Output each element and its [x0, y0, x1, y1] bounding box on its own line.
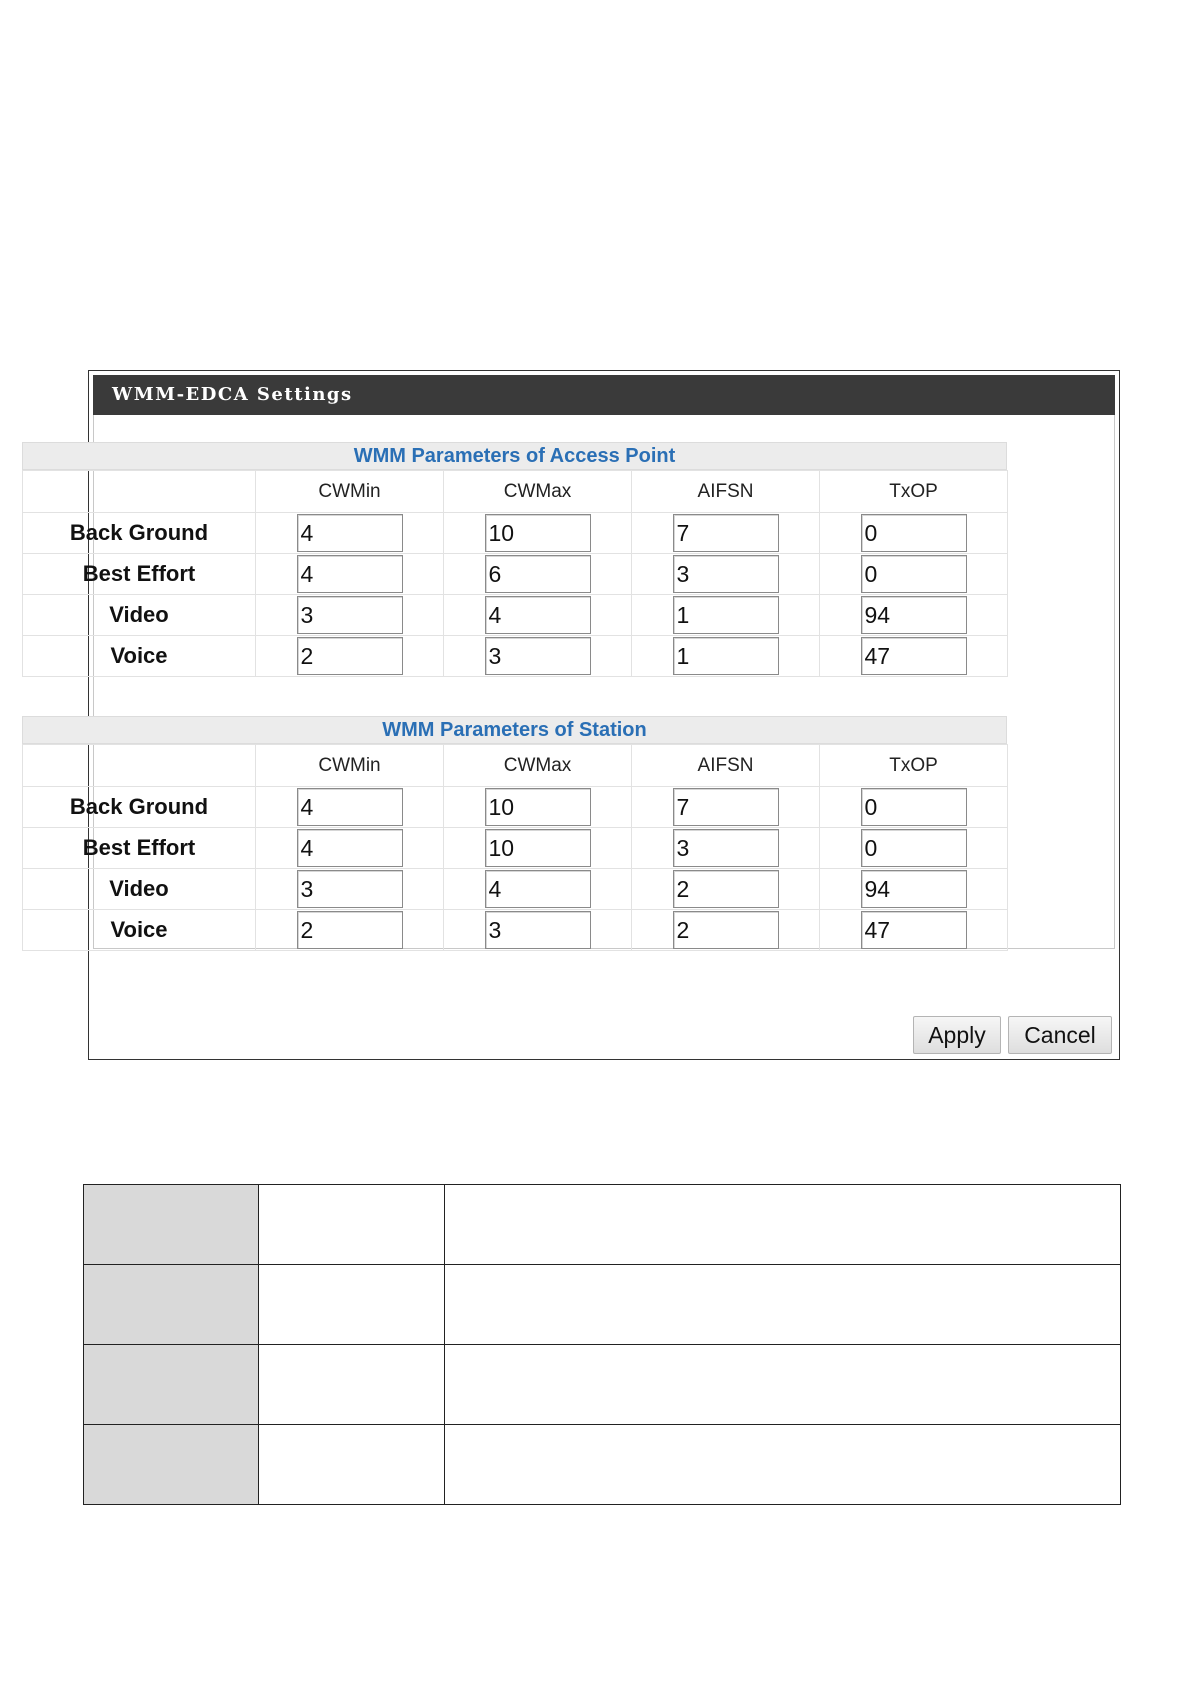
table-header-row: [23, 745, 1008, 787]
ap-back-ground-aifsn-input[interactable]: 7: [673, 514, 779, 552]
sta-voice-cwmin-input[interactable]: 2: [297, 911, 403, 949]
desc-text-cell: [445, 1265, 1121, 1345]
sta-best-effort-txop-input[interactable]: 0: [861, 829, 967, 867]
row-label-back-ground: Back Ground: [23, 513, 256, 554]
desc-label-cell: [84, 1425, 259, 1505]
desc-middle-cell: [259, 1185, 445, 1265]
sta-voice-txop-input[interactable]: 47: [861, 911, 967, 949]
ap-best-effort-cwmin-input[interactable]: 4: [297, 555, 403, 593]
sta-voice-aifsn-input[interactable]: 2: [673, 911, 779, 949]
row-label-best-effort: Best Effort: [23, 828, 256, 869]
access-point-params-table: [22, 470, 1008, 677]
column-header-txop: TxOP: [820, 745, 1008, 787]
ap-best-effort-txop-input[interactable]: 0: [861, 555, 967, 593]
ap-voice-cwmin-input[interactable]: 2: [297, 637, 403, 675]
ap-voice-aifsn-input[interactable]: 1: [673, 637, 779, 675]
panel-title: WMM-EDCA Settings: [93, 375, 1115, 415]
column-header-cwmin: CWMin: [256, 745, 444, 787]
access-point-section: [22, 442, 1007, 677]
table-header-row: [23, 471, 1008, 513]
row-label-voice: Voice: [23, 910, 256, 951]
desc-middle-cell: [259, 1345, 445, 1425]
sta-best-effort-cwmin-input[interactable]: 4: [297, 829, 403, 867]
sta-back-ground-cwmax-input[interactable]: 10: [485, 788, 591, 826]
desc-label-cell: [84, 1265, 259, 1345]
column-header-aifsn: AIFSN: [632, 745, 820, 787]
table-row: [23, 513, 1008, 554]
table-row: [84, 1425, 1121, 1505]
ap-voice-cwmax-input[interactable]: 3: [485, 637, 591, 675]
column-header-cwmin: CWMin: [256, 471, 444, 513]
row-label-video: Video: [23, 595, 256, 636]
row-label-voice: Voice: [23, 636, 256, 677]
sta-back-ground-aifsn-input[interactable]: 7: [673, 788, 779, 826]
ap-video-aifsn-input[interactable]: 1: [673, 596, 779, 634]
table-row: [23, 828, 1008, 869]
column-header-txop: TxOP: [820, 471, 1008, 513]
sta-video-cwmin-input[interactable]: 3: [297, 870, 403, 908]
desc-middle-cell: [259, 1425, 445, 1505]
ap-video-cwmin-input[interactable]: 3: [297, 596, 403, 634]
desc-middle-cell: [259, 1265, 445, 1345]
ap-video-txop-input[interactable]: 94: [861, 596, 967, 634]
sta-back-ground-txop-input[interactable]: 0: [861, 788, 967, 826]
sta-best-effort-aifsn-input[interactable]: 3: [673, 829, 779, 867]
station-section: [22, 716, 1007, 951]
ap-back-ground-cwmin-input[interactable]: 4: [297, 514, 403, 552]
desc-text-cell: [445, 1345, 1121, 1425]
table-row: [23, 869, 1008, 910]
row-label-back-ground: Back Ground: [23, 787, 256, 828]
description-table: [83, 1184, 1121, 1505]
access-point-section-title: WMM Parameters of Access Point: [22, 442, 1007, 470]
column-header-cwmax: CWMax: [444, 471, 632, 513]
table-row: [84, 1345, 1121, 1425]
ap-back-ground-cwmax-input[interactable]: 10: [485, 514, 591, 552]
column-header-cwmax: CWMax: [444, 745, 632, 787]
ap-best-effort-aifsn-input[interactable]: 3: [673, 555, 779, 593]
table-row: [84, 1265, 1121, 1345]
table-row: [23, 595, 1008, 636]
table-row: [23, 636, 1008, 677]
row-label-video: Video: [23, 869, 256, 910]
ap-back-ground-txop-input[interactable]: 0: [861, 514, 967, 552]
ap-video-cwmax-input[interactable]: 4: [485, 596, 591, 634]
apply-button[interactable]: Apply: [913, 1016, 1001, 1054]
table-row: [23, 554, 1008, 595]
header-empty-cell: [23, 471, 256, 513]
sta-video-cwmax-input[interactable]: 4: [485, 870, 591, 908]
station-params-table: [22, 744, 1008, 951]
sta-video-aifsn-input[interactable]: 2: [673, 870, 779, 908]
column-header-aifsn: AIFSN: [632, 471, 820, 513]
sta-best-effort-cwmax-input[interactable]: 10: [485, 829, 591, 867]
table-row: [84, 1185, 1121, 1265]
table-row: [23, 910, 1008, 951]
sta-video-txop-input[interactable]: 94: [861, 870, 967, 908]
table-row: [23, 787, 1008, 828]
desc-label-cell: [84, 1345, 259, 1425]
desc-label-cell: [84, 1185, 259, 1265]
row-label-best-effort: Best Effort: [23, 554, 256, 595]
ap-best-effort-cwmax-input[interactable]: 6: [485, 555, 591, 593]
header-empty-cell: [23, 745, 256, 787]
ap-voice-txop-input[interactable]: 47: [861, 637, 967, 675]
desc-text-cell: [445, 1185, 1121, 1265]
sta-back-ground-cwmin-input[interactable]: 4: [297, 788, 403, 826]
desc-text-cell: [445, 1425, 1121, 1505]
sta-voice-cwmax-input[interactable]: 3: [485, 911, 591, 949]
cancel-button[interactable]: Cancel: [1008, 1016, 1112, 1054]
station-section-title: WMM Parameters of Station: [22, 716, 1007, 744]
